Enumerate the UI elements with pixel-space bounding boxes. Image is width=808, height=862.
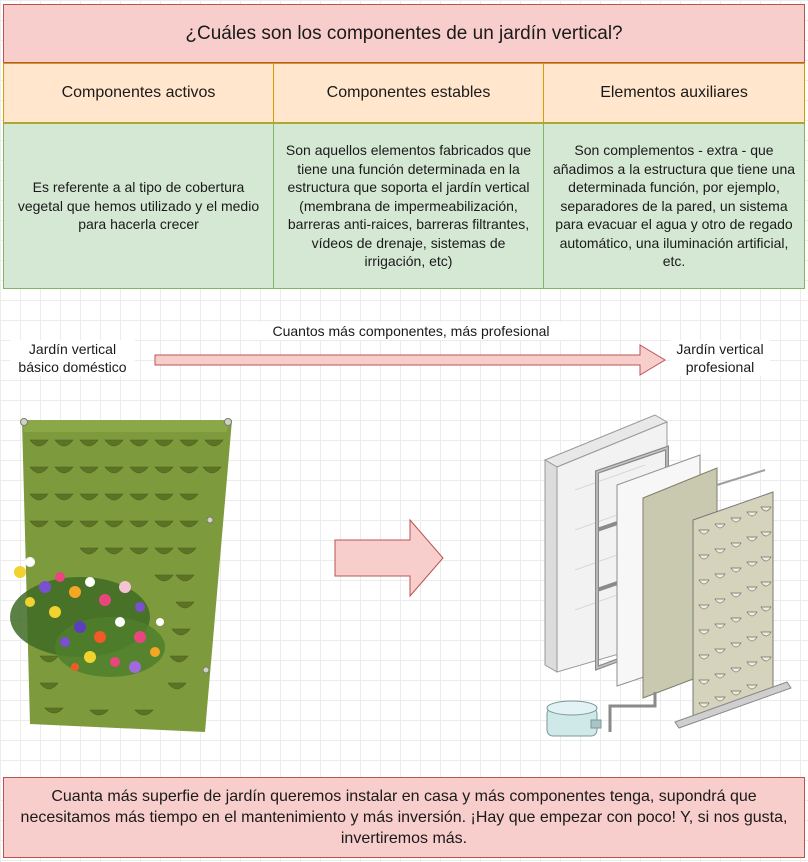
text-elementos-auxiliares: Son complementos - extra - que añadimos a la estructura que tiene una determinada función, por ejemplo, separadores de la pared, un sistema para evacuar el agua y otro de regado automático, una iluminación artificial, etc.	[543, 123, 805, 289]
text-componentes-estables: Son aquellos elementos fabricados que tiene una función determinada en la estructura que soporta el jardín vertical (membrana de impermeabilización, barreras anti-raices, barreras filtrantes, vídeos de drenaje, sistemas de irrigación, etc)	[273, 123, 544, 289]
header-elementos-auxiliares: Elementos auxiliares	[543, 63, 805, 123]
center-arrow	[330, 515, 450, 605]
start-label: Jardín vertical básico doméstico	[10, 340, 135, 376]
footer-note: Cuanta más superfie de jardín queremos instalar en casa y más componentes tenga, supondrá que necesitamos más tiempo en el mantenimiento y más inversión. ¡Hay que empezar con poco! Y, si nos gusta, invertiremos más.	[3, 777, 805, 858]
text-componentes-activos: Es referente a al tipo de cobertura vegetal que hemos utilizado y el medio para hacerla crecer	[3, 123, 274, 289]
arrow-label: Cuantos más componentes, más profesional	[255, 322, 567, 340]
end-label: Jardín vertical profesional	[670, 340, 770, 376]
progress-arrow	[150, 340, 670, 380]
header-componentes-activos: Componentes activos	[3, 63, 274, 123]
felt-planter-illustration	[0, 412, 240, 737]
diagram-title: ¿Cuáles son los componentes de un jardín vertical?	[3, 4, 805, 63]
header-componentes-estables: Componentes estables	[273, 63, 544, 123]
modular-system-illustration	[535, 410, 800, 740]
